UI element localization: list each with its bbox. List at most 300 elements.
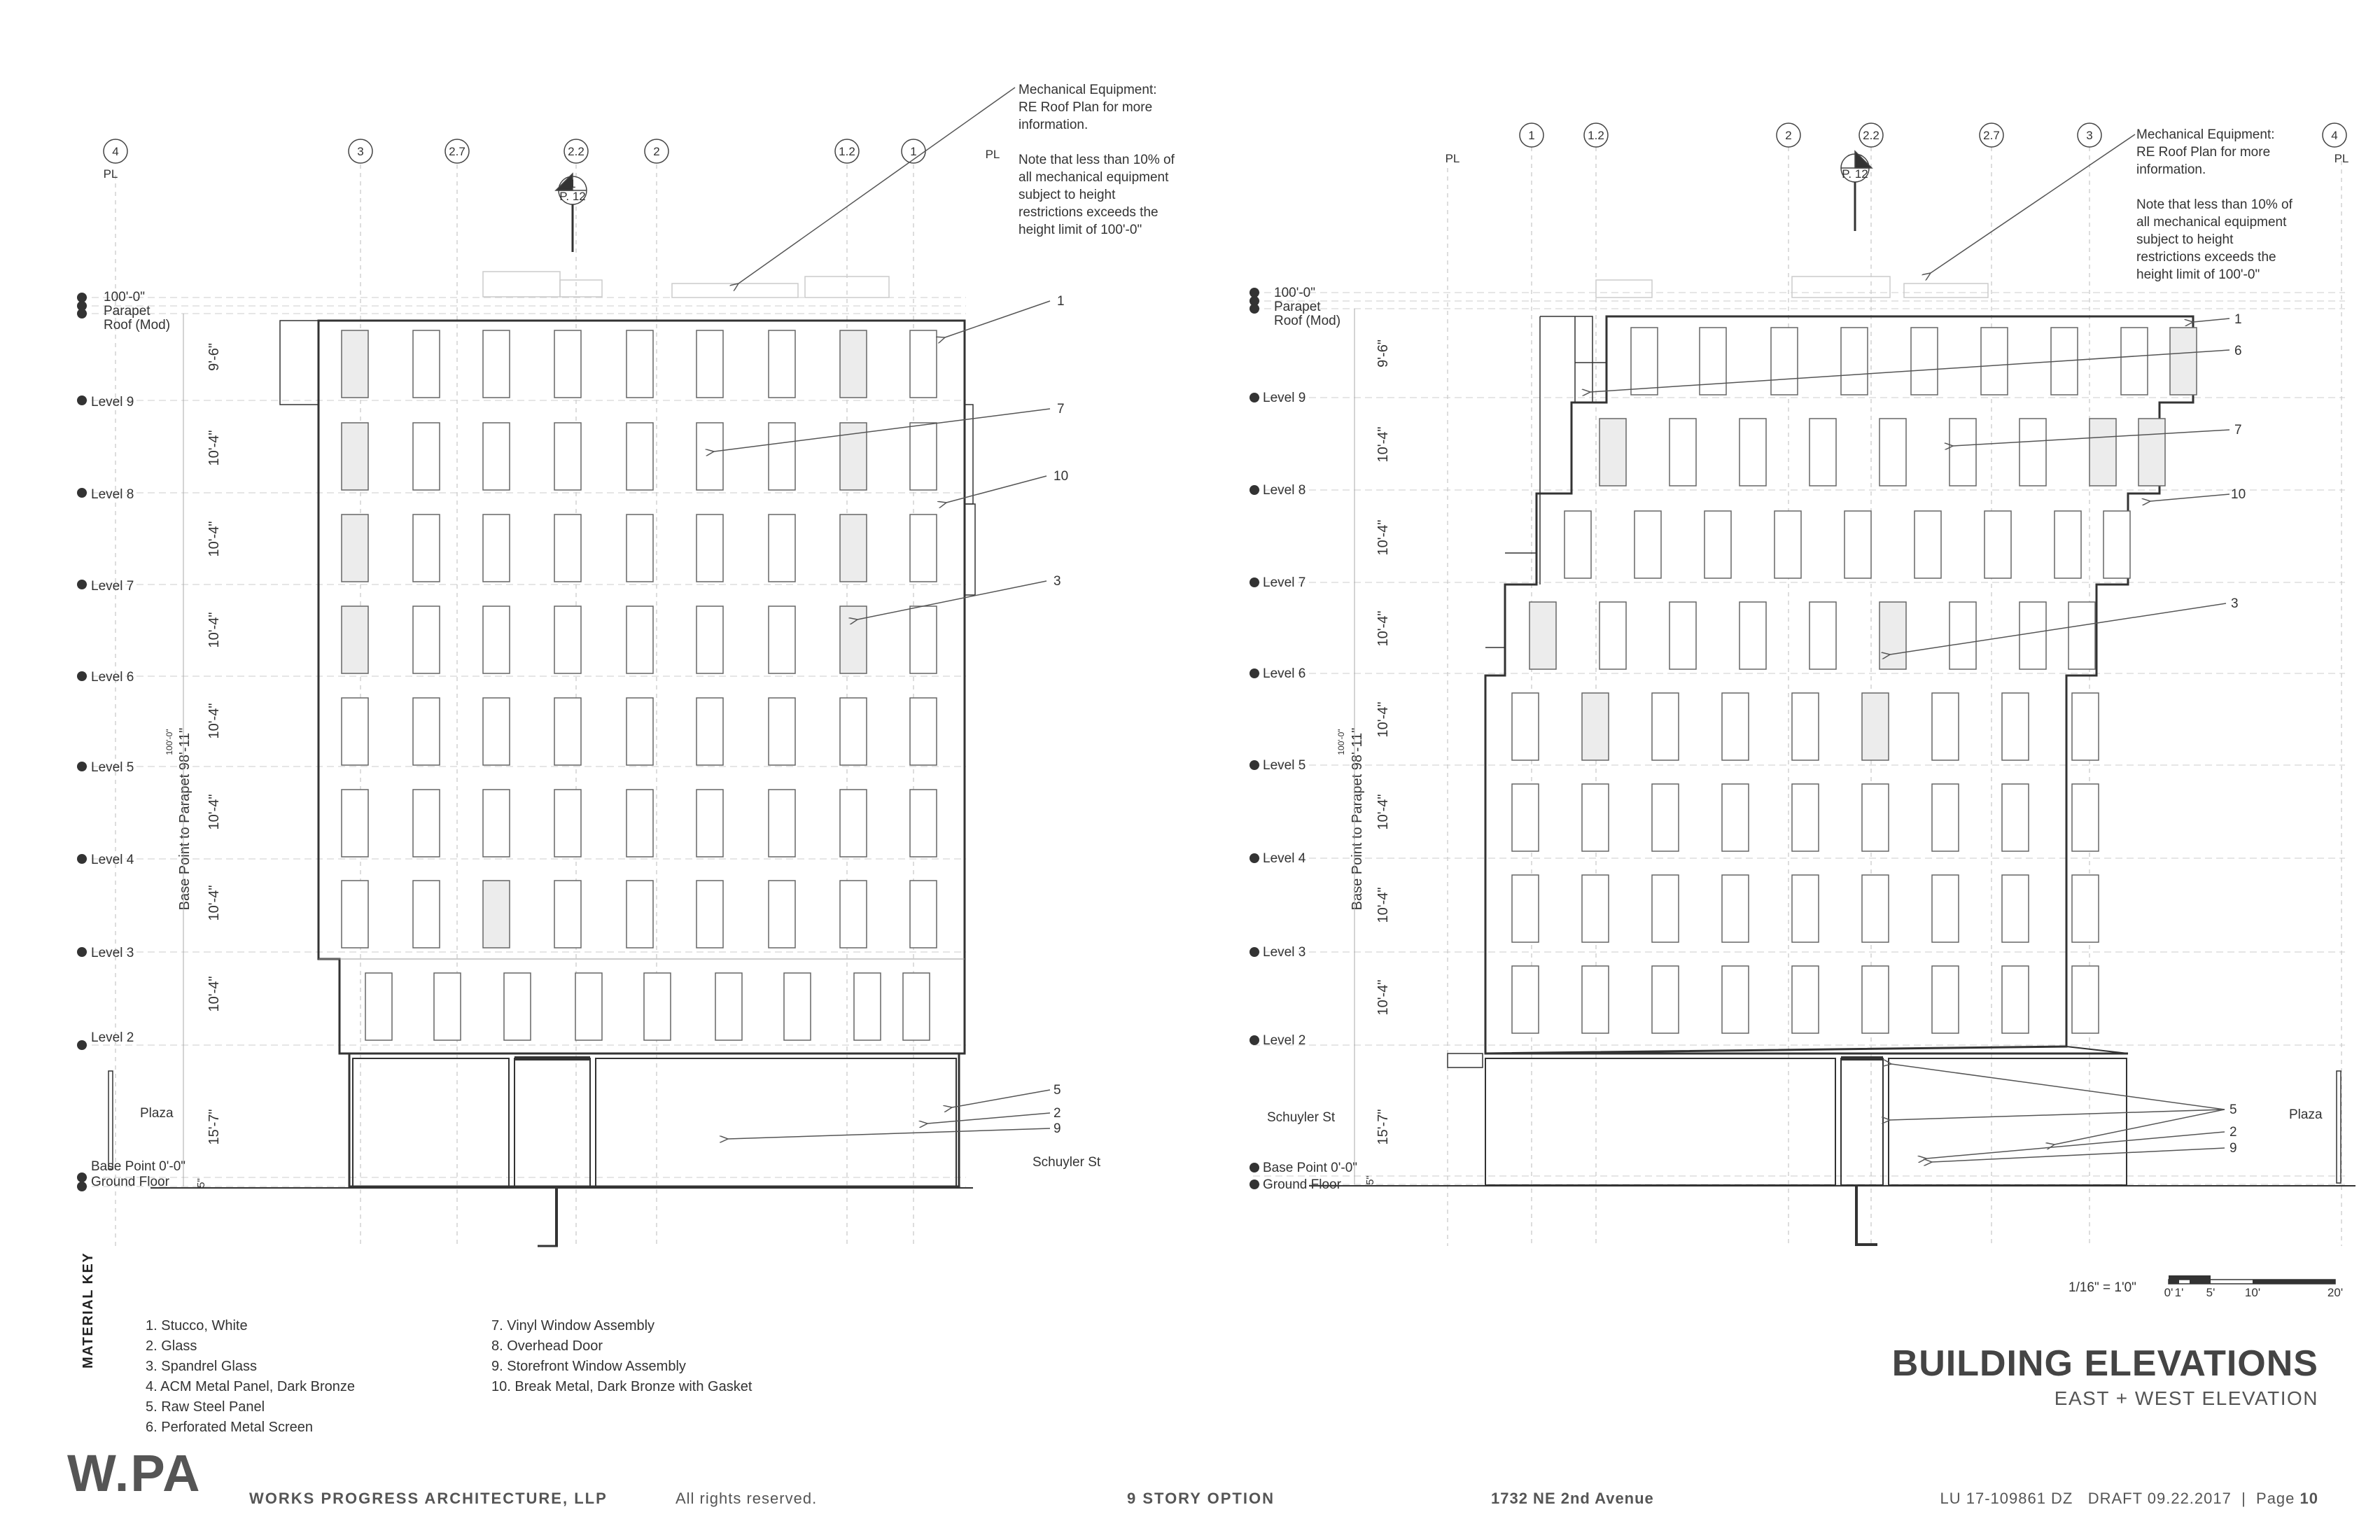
- window: [1914, 511, 1941, 578]
- east-elevation: [77, 83, 1175, 1246]
- window: [903, 973, 930, 1040]
- window: [1634, 511, 1661, 578]
- window: [2072, 875, 2099, 942]
- option-label: 9 STORY OPTION: [1127, 1490, 1275, 1507]
- window: [1792, 693, 1819, 760]
- dimension-label: 9'-6": [206, 343, 222, 371]
- scale-tick: 10': [2244, 1286, 2261, 1299]
- window: [769, 698, 795, 765]
- level-label: Level 8: [1263, 483, 1306, 498]
- window: [2072, 693, 2099, 760]
- window: [483, 790, 510, 857]
- level-label: Level 2: [1263, 1033, 1306, 1048]
- window: [626, 698, 653, 765]
- level-label: Base Point 0'-0": [91, 1159, 186, 1174]
- callout-leader: [927, 1113, 1050, 1124]
- dimension-label: 10'-4": [206, 885, 222, 921]
- window: [1512, 693, 1539, 760]
- svg-text:subject to height: subject to height: [2136, 232, 2234, 247]
- window: [504, 973, 531, 1040]
- material-key-item: 2. Glass: [146, 1338, 197, 1354]
- window: [434, 973, 461, 1040]
- level-label: Level 9: [91, 395, 134, 410]
- window: [483, 698, 510, 765]
- callout-number: 7: [2234, 423, 2242, 438]
- window: [1600, 602, 1626, 669]
- window: [1512, 784, 1539, 851]
- property-line-label: PL: [2334, 152, 2349, 165]
- window: [1582, 966, 1609, 1033]
- callout-leader: [946, 476, 1046, 503]
- window: [2121, 328, 2148, 395]
- window: [342, 606, 368, 673]
- window: [2002, 875, 2029, 942]
- window: [2054, 511, 2081, 578]
- window: [910, 514, 937, 582]
- window: [1722, 966, 1749, 1033]
- scale-tick: 0': [2164, 1286, 2174, 1299]
- callout-number: 5: [1054, 1083, 1061, 1098]
- plaza-label: Plaza: [140, 1106, 174, 1121]
- dimension-label: 10'-4": [1376, 701, 1391, 738]
- dimension-label: 10'-4": [206, 521, 222, 557]
- window: [2002, 966, 2029, 1033]
- window: [1879, 419, 1906, 486]
- callout-leader: [945, 301, 1050, 337]
- grid-label: 3: [357, 145, 364, 158]
- window: [1670, 419, 1696, 486]
- level-label: 100'-0": [104, 290, 145, 304]
- property-line-label: PL: [103, 167, 118, 181]
- window: [696, 790, 723, 857]
- window: [1722, 693, 1749, 760]
- window: [769, 423, 795, 490]
- window: [1862, 966, 1889, 1033]
- grid-label: 1: [910, 145, 917, 158]
- window: [365, 973, 392, 1040]
- callout-leader: [1926, 1132, 2225, 1158]
- mechanical-note: [1018, 83, 1175, 237]
- window: [413, 698, 440, 765]
- dimension-label: 10'-4": [1376, 610, 1391, 647]
- window: [483, 514, 510, 582]
- window: [413, 606, 440, 673]
- callout-number: 7: [1057, 402, 1065, 416]
- window: [554, 698, 581, 765]
- level-label: Level 5: [91, 760, 134, 775]
- window: [1600, 419, 1626, 486]
- section-reference: P. 12: [559, 190, 586, 203]
- window: [769, 881, 795, 948]
- window: [483, 606, 510, 673]
- window: [1841, 328, 1868, 395]
- window: [910, 606, 937, 673]
- level-label: Level 3: [91, 946, 134, 960]
- level-label: Level 4: [91, 853, 134, 867]
- grid-label: 2.7: [1983, 129, 2000, 142]
- svg-text:Mechanical Equipment:: Mechanical Equipment:: [1018, 83, 1157, 97]
- firm-logo: W.PA: [67, 1444, 202, 1502]
- window: [483, 423, 510, 490]
- callout-number: 2: [1054, 1106, 1061, 1121]
- window: [626, 423, 653, 490]
- window: [840, 514, 867, 582]
- svg-text:height limit of 100'-0": height limit of 100'-0": [1018, 223, 1142, 237]
- callout-leader: [2193, 318, 2230, 322]
- material-key-item: 9. Storefront Window Assembly: [491, 1359, 686, 1374]
- grid-label: 1.2: [1588, 129, 1604, 142]
- level-label: Roof (Mod): [104, 318, 171, 332]
- overall-dimension: Base Point to Parapet 98'-11": [177, 727, 192, 911]
- window: [554, 423, 581, 490]
- svg-text:RE Roof Plan for more: RE Roof Plan for more: [2136, 145, 2271, 160]
- window: [1932, 784, 1959, 851]
- window: [554, 606, 581, 673]
- material-key-item: 8. Overhead Door: [491, 1338, 603, 1354]
- level-label: Parapet: [104, 304, 150, 318]
- window: [840, 790, 867, 857]
- firm-name: WORKS PROGRESS ARCHITECTURE, LLP: [249, 1490, 608, 1507]
- window: [2072, 966, 2099, 1033]
- window: [769, 330, 795, 398]
- window: [696, 514, 723, 582]
- dimension-label: 10'-4": [1376, 887, 1391, 923]
- window: [1932, 693, 1959, 760]
- window: [1652, 875, 1679, 942]
- plaza-label: Plaza: [2289, 1107, 2323, 1122]
- section-reference: P. 12: [1842, 167, 1868, 181]
- grid-label: 4: [2331, 129, 2338, 142]
- window: [483, 330, 510, 398]
- svg-text:height limit of 100'-0": height limit of 100'-0": [2136, 267, 2260, 282]
- window: [342, 790, 368, 857]
- west-level-markers: [1250, 288, 1259, 1189]
- material-key-title: MATERIAL KEY: [80, 1252, 96, 1368]
- level-label: Level 9: [1263, 391, 1306, 405]
- window: [413, 423, 440, 490]
- callout-leader: [728, 1128, 1050, 1139]
- callout-leader: [858, 581, 1046, 620]
- mechanical-note: [2136, 127, 2293, 282]
- window: [342, 881, 368, 948]
- window: [554, 330, 581, 398]
- level-label: Level 6: [1263, 666, 1306, 681]
- rights-text: All rights reserved.: [676, 1490, 818, 1507]
- east-callout-leaders: [714, 88, 1050, 1139]
- window: [1704, 511, 1731, 578]
- window: [626, 514, 653, 582]
- material-key-item: 3. Spandrel Glass: [146, 1359, 257, 1374]
- svg-text:all mechanical equipment: all mechanical equipment: [1018, 170, 1169, 185]
- dimension-label: 10'-4": [206, 703, 222, 739]
- window: [413, 881, 440, 948]
- svg-text:Note that less than 10% of: Note that less than 10% of: [2136, 197, 2292, 212]
- overall-dimension-small: 100'-0": [164, 729, 174, 755]
- overall-dimension-small: 100'-0": [1336, 729, 1346, 755]
- window: [2138, 419, 2165, 486]
- grid-label: 2.2: [1863, 129, 1879, 142]
- window: [1862, 784, 1889, 851]
- level-label: Level 7: [91, 579, 134, 594]
- dimension-label: 10'-4": [206, 430, 222, 466]
- note-leader: [738, 88, 1015, 284]
- grid-label: 2: [653, 145, 660, 158]
- scale-label: 1/16" = 1'0": [2068, 1280, 2136, 1295]
- window: [2002, 784, 2029, 851]
- window: [1911, 328, 1938, 395]
- level-label: Level 3: [1263, 945, 1306, 960]
- level-label: 100'-0": [1274, 286, 1315, 300]
- window: [644, 973, 671, 1040]
- window: [840, 606, 867, 673]
- window: [696, 881, 723, 948]
- grid-label: 3: [2086, 129, 2093, 142]
- window: [626, 790, 653, 857]
- level-label: Level 7: [1263, 575, 1306, 590]
- window: [1512, 875, 1539, 942]
- window: [2104, 511, 2130, 578]
- east-level-markers: [77, 293, 87, 1191]
- level-label: Parapet: [1274, 300, 1321, 314]
- material-key-item: 5. Raw Steel Panel: [146, 1399, 265, 1415]
- dimension-label: 10'-4": [1376, 979, 1391, 1016]
- window: [342, 698, 368, 765]
- window: [696, 698, 723, 765]
- window: [1949, 419, 1976, 486]
- window: [2170, 328, 2197, 395]
- window: [696, 423, 723, 490]
- window: [342, 423, 368, 490]
- material-key-item: 10. Break Metal, Dark Bronze with Gasket: [491, 1379, 752, 1394]
- level-label: Level 6: [91, 670, 134, 685]
- sheet-title: BUILDING ELEVATIONS: [1891, 1343, 2318, 1384]
- dimension-label: 10'-4": [1376, 519, 1391, 556]
- dimension-label: 9'-6": [1376, 340, 1391, 368]
- window: [1844, 511, 1871, 578]
- window: [1582, 693, 1609, 760]
- dimension-label: 15'-7": [1376, 1109, 1391, 1145]
- callout-number: 5: [2230, 1102, 2237, 1117]
- window: [1512, 966, 1539, 1033]
- window: [1652, 966, 1679, 1033]
- material-key-item: 4. ACM Metal Panel, Dark Bronze: [146, 1379, 356, 1394]
- window: [1530, 602, 1556, 669]
- west-window-grid: [1512, 328, 2197, 1033]
- window: [910, 330, 937, 398]
- window: [1862, 875, 1889, 942]
- callout-leader: [1890, 1110, 2225, 1120]
- level-label: Level 2: [91, 1030, 134, 1045]
- dimension-label: 15'-7": [206, 1109, 222, 1145]
- callout-leader: [1932, 1148, 2225, 1162]
- page-number: 10: [2300, 1490, 2318, 1507]
- callout-number: 9: [1054, 1121, 1061, 1136]
- material-key-item: 6. Perforated Metal Screen: [146, 1420, 314, 1435]
- window: [769, 790, 795, 857]
- callout-number: 6: [2234, 344, 2242, 358]
- svg-text:restrictions exceeds the: restrictions exceeds the: [1018, 205, 1158, 220]
- callout-number: 9: [2230, 1141, 2237, 1156]
- window: [1984, 511, 2011, 578]
- svg-text:information.: information.: [2136, 162, 2206, 177]
- window: [696, 606, 723, 673]
- scale-tick: 20': [2327, 1286, 2344, 1299]
- window: [840, 698, 867, 765]
- window: [1932, 875, 1959, 942]
- window: [840, 330, 867, 398]
- window: [910, 698, 937, 765]
- window: [2019, 419, 2046, 486]
- west-elevation: [1250, 123, 2356, 1246]
- drawing-reference-text: LU 17-109861 DZ DRAFT 09.22.2017 | Page: [1940, 1490, 2300, 1507]
- dimension-label: 5": [195, 1178, 207, 1188]
- window: [342, 514, 368, 582]
- window: [1862, 693, 1889, 760]
- window: [715, 973, 742, 1040]
- window: [554, 790, 581, 857]
- window: [1670, 602, 1696, 669]
- overall-dimension: Base Point to Parapet 98'-11": [1350, 727, 1365, 911]
- window: [910, 881, 937, 948]
- dimension-label: 10'-4": [206, 794, 222, 830]
- window: [575, 973, 602, 1040]
- window: [1809, 419, 1836, 486]
- window: [1932, 966, 1959, 1033]
- window: [1771, 328, 1798, 395]
- window: [1792, 875, 1819, 942]
- grid-label: 2.2: [568, 145, 584, 158]
- window: [910, 423, 937, 490]
- dimension-label: 10'-4": [206, 612, 222, 648]
- window: [854, 973, 881, 1040]
- window: [554, 881, 581, 948]
- window: [1631, 328, 1658, 395]
- svg-text:all mechanical equipment: all mechanical equipment: [2136, 215, 2287, 230]
- window: [1792, 966, 1819, 1033]
- window: [1652, 693, 1679, 760]
- callout-number: 2: [2230, 1125, 2237, 1140]
- material-key-item: 7. Vinyl Window Assembly: [491, 1318, 655, 1334]
- window: [413, 330, 440, 398]
- window: [769, 514, 795, 582]
- scale-bar: [2169, 1275, 2335, 1284]
- callout-leader: [1891, 1064, 2225, 1110]
- material-key-item: 1. Stucco, White: [146, 1318, 248, 1334]
- window: [1722, 875, 1749, 942]
- sheet-subtitle: EAST + WEST ELEVATION: [2054, 1387, 2318, 1409]
- window: [626, 330, 653, 398]
- window: [910, 790, 937, 857]
- window: [1722, 784, 1749, 851]
- callout-number: 10: [1054, 469, 1069, 484]
- scale-tick: 1': [2174, 1286, 2184, 1299]
- window: [1652, 784, 1679, 851]
- street-label: Schuyler St: [1267, 1110, 1336, 1125]
- callout-leader: [2150, 494, 2230, 501]
- window: [554, 514, 581, 582]
- svg-text:Mechanical Equipment:: Mechanical Equipment:: [2136, 127, 2275, 142]
- grid-label: 1.2: [839, 145, 855, 158]
- callout-leader: [714, 409, 1050, 451]
- window: [1981, 328, 2008, 395]
- mechanical-equipment-outline: [1596, 276, 1988, 298]
- window: [1582, 875, 1609, 942]
- dimension-label: 10'-4": [1376, 794, 1391, 830]
- grid-label: 1: [1528, 129, 1535, 142]
- callout-number: 3: [2231, 596, 2239, 611]
- window: [2002, 693, 2029, 760]
- window: [1740, 419, 1766, 486]
- window: [840, 881, 867, 948]
- callout-leader: [1890, 603, 2226, 654]
- window: [1774, 511, 1801, 578]
- east-grid-bubbles: [104, 139, 925, 163]
- window: [483, 881, 510, 948]
- scale-tick: 5': [2206, 1286, 2216, 1299]
- window: [1740, 602, 1766, 669]
- callout-leader: [952, 1090, 1050, 1107]
- window: [2019, 602, 2046, 669]
- section-marker: [1841, 151, 1872, 231]
- project-address: 1732 NE 2nd Avenue: [1491, 1490, 1654, 1507]
- window: [342, 330, 368, 398]
- window: [769, 606, 795, 673]
- level-label: Roof (Mod): [1274, 314, 1341, 328]
- window: [413, 790, 440, 857]
- callout-number: 3: [1054, 574, 1061, 589]
- svg-text:restrictions exceeds the: restrictions exceeds the: [2136, 250, 2276, 265]
- window: [696, 330, 723, 398]
- callout-number: 1: [2234, 312, 2242, 327]
- svg-text:information.: information.: [1018, 118, 1088, 132]
- window: [1792, 784, 1819, 851]
- level-label: Level 5: [1263, 758, 1306, 773]
- window: [2090, 419, 2116, 486]
- grid-label: 2.7: [449, 145, 465, 158]
- svg-text:subject to height: subject to height: [1018, 188, 1116, 202]
- grid-label: 2: [1785, 129, 1792, 142]
- level-label: Level 4: [1263, 851, 1306, 866]
- section-number: 1: [569, 177, 576, 190]
- window: [2068, 602, 2095, 669]
- property-line-label: PL: [1445, 152, 1460, 165]
- window: [1809, 602, 1836, 669]
- dimension-label: 10'-4": [1376, 426, 1391, 463]
- svg-text:RE Roof Plan for more: RE Roof Plan for more: [1018, 100, 1153, 115]
- svg-text:Note that less than 10% of: Note that less than 10% of: [1018, 153, 1175, 167]
- window: [626, 606, 653, 673]
- dimension-label: 10'-4": [206, 976, 222, 1012]
- window: [1582, 784, 1609, 851]
- window: [626, 881, 653, 948]
- property-line-label: PL: [985, 148, 1000, 161]
- level-label: Base Point 0'-0": [1263, 1161, 1358, 1175]
- mechanical-equipment-outline: [483, 272, 889, 298]
- window: [1564, 511, 1591, 578]
- level-label: Ground Floor: [91, 1175, 169, 1189]
- callout-number: 10: [2231, 487, 2246, 502]
- grid-label: 4: [112, 145, 119, 158]
- window: [413, 514, 440, 582]
- window: [1949, 602, 1976, 669]
- street-label: Schuyler St: [1032, 1155, 1101, 1170]
- callout-number: 1: [1057, 294, 1065, 309]
- window: [784, 973, 811, 1040]
- level-label: Ground Floor: [1263, 1177, 1341, 1192]
- window: [2072, 784, 2099, 851]
- level-label: Level 8: [91, 487, 134, 502]
- dimension-label: 5": [1364, 1175, 1376, 1185]
